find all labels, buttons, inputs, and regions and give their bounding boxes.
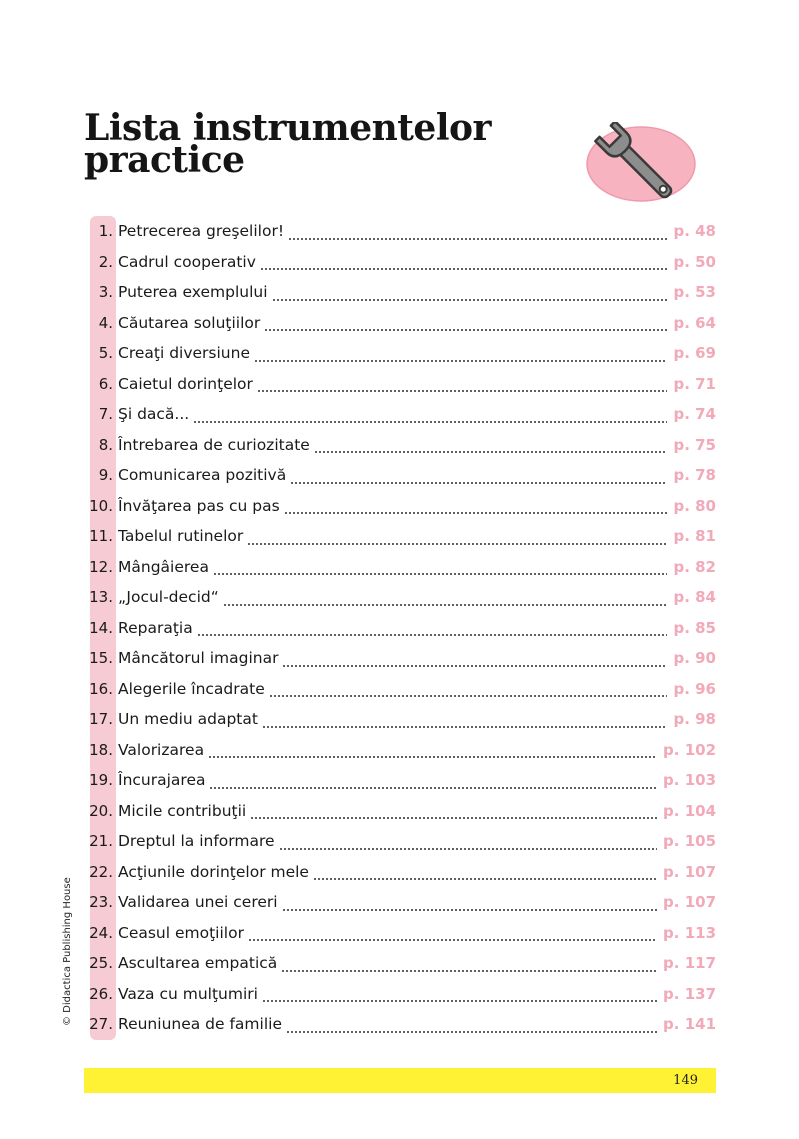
dot-leader <box>272 287 668 302</box>
item-label: Caietul dorinţelor <box>118 374 253 393</box>
list-item <box>88 613 716 644</box>
item-number: 4. <box>98 313 113 332</box>
item-label: Comunicarea pozitivă <box>118 466 287 485</box>
list-item <box>88 643 716 674</box>
item-page-ref: p. 90 <box>673 649 716 668</box>
item-number: 3. <box>98 283 113 302</box>
item-page-ref: p. 53 <box>673 283 716 302</box>
dot-leader <box>279 836 657 851</box>
item-page-ref: p. 107 <box>663 893 716 912</box>
item-page-ref: p. 78 <box>673 466 716 485</box>
dot-leader <box>284 500 668 515</box>
item-label: Validarea unei cereri <box>118 893 278 912</box>
item-number: 2. <box>98 252 113 271</box>
dot-leader <box>314 439 668 454</box>
dot-leader <box>264 317 667 332</box>
item-page-ref: p. 84 <box>673 588 716 607</box>
item-page-ref: p. 82 <box>673 557 716 576</box>
item-number: 11. <box>89 527 113 546</box>
dot-leader <box>250 805 657 820</box>
list-item <box>88 430 716 461</box>
list-item <box>88 826 716 857</box>
item-label: „Jocul-decid“ <box>118 588 219 607</box>
dot-leader <box>286 1019 657 1034</box>
item-page-ref: p. 96 <box>673 679 716 698</box>
item-page-ref: p. 107 <box>663 862 716 881</box>
item-number: 14. <box>89 618 113 637</box>
item-label: Întrebarea de curiozitate <box>118 435 310 454</box>
item-page-ref: p. 113 <box>663 923 716 942</box>
item-page-ref: p. 69 <box>673 344 716 363</box>
item-number: 10. <box>89 496 113 515</box>
item-page-ref: p. 104 <box>663 801 716 820</box>
item-page-ref: p. 80 <box>673 496 716 515</box>
item-label: Ceasul emoţiilor <box>118 923 244 942</box>
dot-leader <box>262 714 667 729</box>
copyright-note: © Didactica Publishing House <box>62 877 73 1026</box>
item-page-ref: p. 81 <box>673 527 716 546</box>
item-label: Căutarea soluţiilor <box>118 313 261 332</box>
list-item <box>88 887 716 918</box>
item-label: Învăţarea pas cu pas <box>118 496 280 515</box>
dot-leader <box>257 378 668 393</box>
dot-leader <box>269 683 668 698</box>
list-item <box>88 979 716 1010</box>
item-label: Micile contribuţii <box>118 801 247 820</box>
item-label: Cadrul cooperativ <box>118 252 256 271</box>
item-page-ref: p. 137 <box>663 984 716 1003</box>
dot-leader <box>208 744 657 759</box>
list-item <box>88 674 716 705</box>
dot-leader <box>281 958 657 973</box>
item-number: 7. <box>98 405 113 424</box>
item-label: Creaţi diversiune <box>118 344 250 363</box>
dot-leader <box>213 561 668 576</box>
title-line-2: practice <box>84 139 245 181</box>
item-page-ref: p. 50 <box>673 252 716 271</box>
item-label: Petrecerea greşelilor! <box>118 222 285 241</box>
item-label: Mâncătorul imaginar <box>118 649 279 668</box>
dot-leader <box>282 653 667 668</box>
item-label: Puterea exemplului <box>118 283 268 302</box>
item-page-ref: p. 117 <box>663 954 716 973</box>
list-item <box>88 948 716 979</box>
item-page-ref: p. 103 <box>663 771 716 790</box>
item-number: 1. <box>98 222 113 241</box>
dot-leader <box>193 409 667 424</box>
list-item <box>88 582 716 613</box>
item-label: Vaza cu mulţumiri <box>118 984 258 1003</box>
list-item <box>88 796 716 827</box>
dot-leader <box>313 866 657 881</box>
item-number: 25. <box>89 954 113 973</box>
item-number: 8. <box>98 435 113 454</box>
page-title <box>84 107 491 181</box>
list-item <box>88 857 716 888</box>
footer-bar <box>84 1068 716 1093</box>
item-page-ref: p. 48 <box>673 222 716 241</box>
item-page-ref: p. 71 <box>673 374 716 393</box>
list-item <box>88 521 716 552</box>
item-page-ref: p. 64 <box>673 313 716 332</box>
item-page-ref: p. 141 <box>663 1015 716 1034</box>
dot-leader <box>248 927 657 942</box>
item-label: Valorizarea <box>118 740 205 759</box>
item-label: Dreptul la informare <box>118 832 275 851</box>
list-item <box>88 1009 716 1040</box>
item-label: Reuniunea de familie <box>118 1015 282 1034</box>
item-label: Acţiunile dorinţelor mele <box>118 862 309 881</box>
dot-leader <box>247 531 667 546</box>
list-item <box>88 552 716 583</box>
item-number: 17. <box>89 710 113 729</box>
item-number: 21. <box>89 832 113 851</box>
item-page-ref: p. 105 <box>663 832 716 851</box>
item-label: Încurajarea <box>118 771 206 790</box>
item-number: 22. <box>89 862 113 881</box>
list-item <box>88 765 716 796</box>
item-number: 19. <box>89 771 113 790</box>
dot-leader <box>260 256 668 271</box>
item-number: 9. <box>98 466 113 485</box>
tool-list <box>88 216 716 1040</box>
list-item <box>88 399 716 430</box>
wrench-icon <box>584 122 700 214</box>
list-item <box>88 308 716 339</box>
item-label: Şi dacă... <box>118 405 190 424</box>
list-item <box>88 277 716 308</box>
item-number: 15. <box>89 649 113 668</box>
dot-leader <box>282 897 657 912</box>
dot-leader <box>262 988 657 1003</box>
dot-leader <box>223 592 668 607</box>
item-number: 16. <box>89 679 113 698</box>
dot-leader <box>290 470 667 485</box>
item-page-ref: p. 98 <box>673 710 716 729</box>
dot-leader <box>209 775 657 790</box>
list-item <box>88 918 716 949</box>
item-number: 26. <box>89 984 113 1003</box>
item-page-ref: p. 75 <box>673 435 716 454</box>
item-label: Ascultarea empatică <box>118 954 278 973</box>
item-page-ref: p. 74 <box>673 405 716 424</box>
title-line-1: Lista instrumentelor <box>84 107 491 149</box>
item-number: 23. <box>89 893 113 912</box>
item-label: Tabelul rutinelor <box>118 527 244 546</box>
item-label: Reparaţia <box>118 618 193 637</box>
list-item <box>88 460 716 491</box>
item-number: 24. <box>89 923 113 942</box>
item-number: 13. <box>89 588 113 607</box>
page-number: 149 <box>673 1073 698 1088</box>
item-number: 18. <box>89 740 113 759</box>
list-item <box>88 735 716 766</box>
item-label: Un mediu adaptat <box>118 710 258 729</box>
item-label: Mângâierea <box>118 557 209 576</box>
list-item <box>88 247 716 278</box>
dot-leader <box>288 226 667 241</box>
item-page-ref: p. 85 <box>673 618 716 637</box>
dot-leader <box>254 348 667 363</box>
item-number: 20. <box>89 801 113 820</box>
list-item <box>88 216 716 247</box>
item-number: 5. <box>98 344 113 363</box>
list-item <box>88 491 716 522</box>
list-item <box>88 369 716 400</box>
item-number: 12. <box>89 557 113 576</box>
dot-leader <box>197 622 668 637</box>
item-label: Alegerile încadrate <box>118 679 265 698</box>
item-number: 27. <box>89 1015 113 1034</box>
item-number: 6. <box>98 374 113 393</box>
list-item <box>88 338 716 369</box>
item-page-ref: p. 102 <box>663 740 716 759</box>
list-item <box>88 704 716 735</box>
